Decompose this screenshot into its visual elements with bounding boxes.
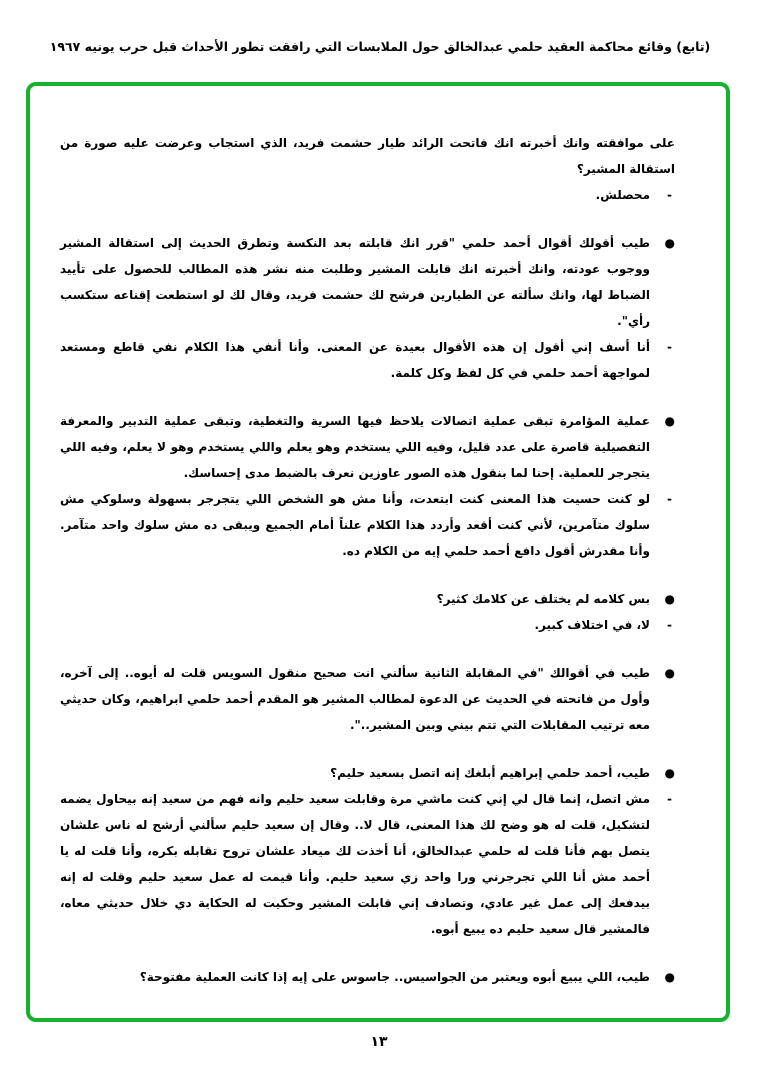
- question-item: [60, 586, 675, 612]
- dash-marker: -: [667, 188, 672, 202]
- transcript-body: [60, 130, 675, 1012]
- page-number: ١٣: [370, 1034, 388, 1050]
- answer-text: لا، في اختلاف كبير.: [534, 618, 650, 632]
- dash-marker: -: [667, 618, 672, 632]
- dash-marker: -: [667, 492, 672, 506]
- question-item: [60, 660, 675, 738]
- answer-text: أنا أسف إني أقول إن هذه الأقوال بعيدة عن المعنى. وأنا أنفي هذا الكلام نفي قاطع ومستعد لمواجهة أحمد حلمي في كل لفظ وكل كلمة.: [60, 340, 650, 380]
- answer-text: لو كنت حسيت هذا المعنى كنت ابتعدت، وأنا مش هو الشخص اللي يتجرجر بسهولة وسلوكي مش سلوك متآمرين، لأني كنت أقعد وأردد هذا الكلام علناً أمام الجميع ويبقى ده مش سلوك واحد متآمر. وأنا مقدرش أقول دافع أحمد حلمي إيه من الكلام ده.: [60, 492, 650, 558]
- bullet-icon: ●: [664, 414, 675, 428]
- answer-item: [60, 486, 675, 564]
- exchange-block: [60, 230, 675, 386]
- dash-marker: -: [667, 792, 672, 806]
- exchange-block: [60, 760, 675, 942]
- question-text: طيب، اللي يبيع أبوه ويعتبر من الجواسيس.. جاسوس على إيه إذا كانت العملية مفتوحة؟: [139, 970, 650, 984]
- bullet-icon: ●: [664, 236, 675, 250]
- dash-marker: -: [667, 340, 672, 354]
- exchange-block: [60, 964, 675, 990]
- question-item: [60, 964, 675, 990]
- bullet-icon: ●: [664, 970, 675, 984]
- bullet-icon: ●: [664, 666, 675, 680]
- document-header-title: (تابع) وقائع محاكمة العقيد حلمي عبدالخالق حول الملابسات التي رافقت تطور الأحداث قبل حرب يونيه ١٩٦٧: [49, 39, 711, 54]
- answer-item: [60, 334, 675, 386]
- question-text: بس كلامه لم يختلف عن كلامك كثير؟: [436, 592, 650, 606]
- question-text: عملية المؤامرة تبقى عملية اتصالات يلاحظ فيها السرية والتغطية، وتبقى عملية التدبير والمعرفة التفصيلية قاصرة على عدد قليل، وفيه اللي يستخدم وهو يعلم واللي يستخدم وهو لا يعلم، وفيه اللي يتجرجر للعملية. إحنا لما بنقول هذه الصور عاوزين نعرف بالضبط مدى إحساسك.: [60, 414, 650, 480]
- question-text: طيب، أحمد حلمي إبراهيم أبلغك إنه اتصل بسعيد حليم؟: [330, 766, 650, 780]
- intro-block: [60, 130, 675, 208]
- answer-text: مش اتصل، إنما قال لي إني كنت ماشي مرة وقابلت سعيد حليم وانه فهم من سعيد إنه بيحاول يضمه لتشكيل، قلت له هو وضح لك هذا المعنى، قال لا.. وقال إن سعيد حليم سألني أرشح له ناس علشان يتصل بهم فأنا قلت له حلمي عبدالخالق، أنا أخذت لك ميعاد علشان تروح تقابله بكره، وأنا قلت له يا أحمد مش أنا اللي تجرجرني ورا واحد زي سعيد حليم. وأنا قيمت له عمل سعيد حليم وقلت له إنه بيدفعك إلى عمل غير عادي، وتصادف إني قابلت المشير وحكيت له الحكاية دي خلال حديثي معاه، فالمشير قال سعيد حليم ده يبيع أبوه.: [60, 792, 650, 936]
- exchange-block: [60, 586, 675, 638]
- bullet-icon: ●: [664, 592, 675, 606]
- question-text: طيب في أقوالك "في المقابلة الثانية سألني انت صحيح منقول السويس قلت له أيوه.. إلى آخره، وأول من فاتحته في الحديث عن الدعوة لمطالب المشير هو المقدم أحمد حلمي ابراهيم، وكان حديثي معه ترتيب المقابلات التي تتم بيني وبين المشير..".: [60, 666, 650, 732]
- question-item: [60, 760, 675, 786]
- answer-text: محصلش.: [595, 188, 650, 202]
- answer-item: [60, 182, 675, 208]
- question-text: طيب أقولك أقوال أحمد حلمي "قرر انك قابلته بعد النكسة وتطرق الحديث إلى استقالة المشير ووجوب عودته، وانك أخبرته انك قابلت المشير وطلبت منه نشر هذه المطالب للحصول على تأييد الضباط لها، وانك سألته عن الطيارين فرشح لك حشمت فريد، وقال لك لو استطعت إقناعه ستكسب رأي".: [60, 236, 650, 328]
- question-item: [60, 408, 675, 486]
- bullet-icon: ●: [664, 766, 675, 780]
- answer-item: [60, 786, 675, 942]
- exchange-block: [60, 408, 675, 564]
- question-item: [60, 230, 675, 334]
- question-continuation: على موافقته وانك أخبرته انك فاتحت الرائد طيار حشمت فريد، الذي استجاب وعرضت عليه صورة من استقالة المشير؟: [60, 136, 675, 176]
- exchange-block: [60, 660, 675, 738]
- answer-item: [60, 612, 675, 638]
